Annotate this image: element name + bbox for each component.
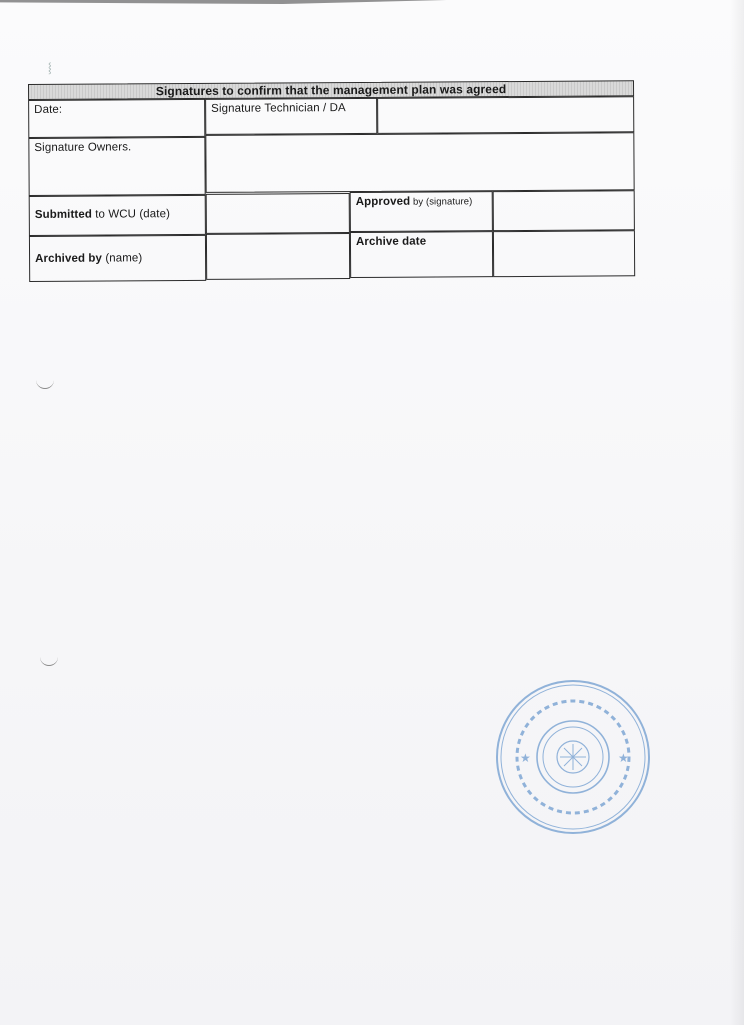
archived-by-name-field[interactable] <box>206 233 350 280</box>
archive-date-field[interactable] <box>493 230 635 277</box>
svg-text:★: ★ <box>520 751 531 765</box>
signature-form-table <box>28 80 635 290</box>
official-stamp-icon <box>494 678 652 836</box>
approved-signature-field[interactable] <box>493 190 635 231</box>
svg-text:★: ★ <box>618 751 629 765</box>
owners-signature-label: Signature Owners. <box>34 141 132 154</box>
archived-by-cell <box>29 235 206 282</box>
technician-signature-cell[interactable] <box>205 98 377 135</box>
approved-label-bold: Approved <box>355 195 411 209</box>
archive-date-cell <box>350 231 493 278</box>
approved-cell <box>350 191 493 232</box>
submitted-cell <box>29 195 206 236</box>
page-edge-shadow <box>730 0 744 1025</box>
owners-signature-field[interactable] <box>205 132 634 193</box>
approved-label <box>356 195 473 208</box>
archived-by-label-rest: (name) <box>101 252 143 265</box>
scan-speck-mark: ⸾ <box>48 63 52 74</box>
date-label: Date: <box>34 103 63 116</box>
form-title: Signatures to confirm that the management plan was agreed <box>28 80 634 100</box>
submitted-date-field[interactable] <box>206 193 350 234</box>
technician-signature-field[interactable] <box>377 96 634 134</box>
owners-signature-cell[interactable] <box>28 137 205 196</box>
archived-by-label-bold: Archived by <box>35 252 103 265</box>
technician-signature-label: Signature Technician / DA <box>211 102 346 115</box>
approved-label-rest: by (signature) <box>410 196 473 208</box>
submitted-label <box>35 208 170 221</box>
archive-date-label: Archive date <box>355 235 427 248</box>
punch-hole-mark <box>36 378 54 389</box>
date-cell[interactable] <box>28 99 205 138</box>
punch-hole-mark <box>40 655 58 666</box>
submitted-label-bold: Submitted <box>34 208 92 221</box>
archived-by-label <box>35 252 142 265</box>
submitted-label-rest: to WCU (date) <box>91 208 171 221</box>
